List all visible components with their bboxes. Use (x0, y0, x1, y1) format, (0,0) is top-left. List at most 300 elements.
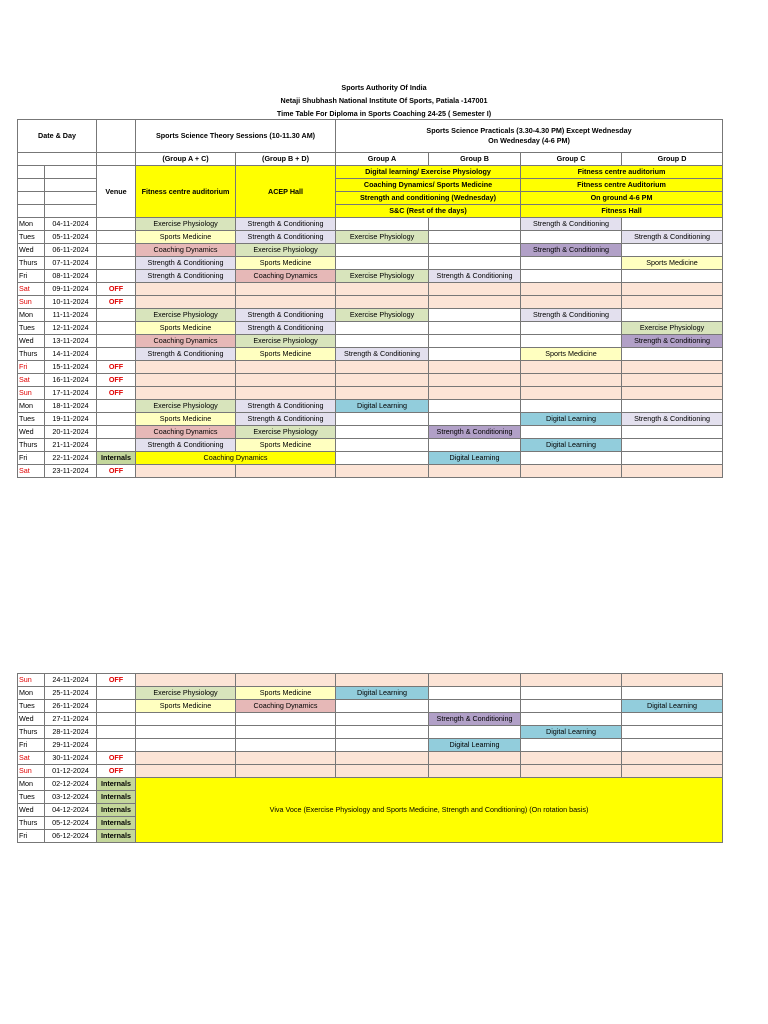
day-cell: Fri (18, 739, 45, 752)
date-cell: 26-11-2024 (45, 700, 97, 713)
practical-cell-group-b (429, 765, 521, 778)
session-cell: Sports Medicine (136, 700, 236, 713)
table-row (18, 348, 723, 361)
session-cell: Strength & Conditioning (236, 231, 336, 244)
note-cell: OFF (97, 296, 136, 309)
practical-cell-group-a (336, 387, 429, 400)
session-cell: Coaching Dynamics (236, 270, 336, 283)
session-cell (236, 739, 336, 752)
session-cell: Sports Medicine (236, 687, 336, 700)
table-row (18, 452, 723, 465)
blank-cell (45, 166, 97, 179)
practical-cell-group-b (429, 309, 521, 322)
day-cell: Tues (18, 322, 45, 335)
date-cell: 05-11-2024 (45, 231, 97, 244)
day-cell: Sun (18, 674, 45, 687)
table-row (18, 283, 723, 296)
group-bd-header: (Group B + D) (236, 153, 336, 166)
session-cell: Sports Medicine (136, 322, 236, 335)
session-cell (236, 674, 336, 687)
session-cell (136, 713, 236, 726)
date-cell: 18-11-2024 (45, 400, 97, 413)
session-cell: Coaching Dynamics (136, 426, 236, 439)
practical-cell-group-d (622, 296, 723, 309)
practical-cell-group-b (429, 296, 521, 309)
practical-cell-group-b: Digital Learning (429, 739, 521, 752)
date-cell: 07-11-2024 (45, 257, 97, 270)
session-cell (236, 296, 336, 309)
venue-cd-4: Fitness Hall (521, 205, 723, 218)
session-cell: Strength & Conditioning (236, 309, 336, 322)
note-cell: Internals (97, 778, 136, 791)
venue-header-blank (97, 120, 136, 153)
day-cell: Tues (18, 413, 45, 426)
day-cell: Mon (18, 218, 45, 231)
session-cell: Coaching Dynamics (236, 700, 336, 713)
note-cell (97, 739, 136, 752)
practical-cell-group-d (622, 726, 723, 739)
date-cell: 29-11-2024 (45, 739, 97, 752)
practical-cell-group-d (622, 752, 723, 765)
practical-cell-group-b (429, 752, 521, 765)
practical-cell-group-c (521, 452, 622, 465)
practicals-header-line2: On Wednesday (4-6 PM) (488, 136, 570, 145)
note-cell (97, 413, 136, 426)
practical-cell-group-c (521, 700, 622, 713)
timetable-part1 (17, 119, 723, 478)
note-cell: OFF (97, 374, 136, 387)
day-cell: Wed (18, 335, 45, 348)
venue-ab-4: S&C (Rest of the days) (336, 205, 521, 218)
practical-cell-group-d (622, 400, 723, 413)
day-cell: Sat (18, 752, 45, 765)
note-cell (97, 322, 136, 335)
date-cell: 04-11-2024 (45, 218, 97, 231)
table-row (18, 700, 723, 713)
day-cell: Tues (18, 791, 45, 804)
practical-cell-group-d (622, 361, 723, 374)
blank-cell (45, 192, 97, 205)
group-c-header: Group C (521, 153, 622, 166)
venue-ab-3: Strength and conditioning (Wednesday) (336, 192, 521, 205)
practical-cell-group-b (429, 439, 521, 452)
day-cell: Sun (18, 296, 45, 309)
practical-cell-group-a (336, 713, 429, 726)
practical-cell-group-b (429, 244, 521, 257)
practical-cell-group-d: Strength & Conditioning (622, 231, 723, 244)
practical-cell-group-d (622, 374, 723, 387)
venue-fitness-auditorium: Fitness centre auditorium (136, 166, 236, 218)
practical-cell-group-d (622, 387, 723, 400)
session-cell (236, 361, 336, 374)
venue-label: Venue (97, 166, 136, 218)
institute-address: Netaji Shubhash National Institute Of Sports, Patiala -147001 (280, 96, 488, 105)
session-cell: Exercise Physiology (136, 309, 236, 322)
note-cell (97, 270, 136, 283)
practical-cell-group-c (521, 674, 622, 687)
practical-cell-group-c (521, 322, 622, 335)
note-cell: OFF (97, 387, 136, 400)
date-cell: 11-11-2024 (45, 309, 97, 322)
day-cell: Fri (18, 270, 45, 283)
practical-cell-group-a (336, 413, 429, 426)
practical-cell-group-c (521, 335, 622, 348)
session-cell (136, 296, 236, 309)
practical-cell-group-c (521, 465, 622, 478)
table-row (18, 439, 723, 452)
session-cell: Exercise Physiology (236, 335, 336, 348)
practical-cell-group-c (521, 687, 622, 700)
practical-cell-group-d (622, 244, 723, 257)
date-cell: 17-11-2024 (45, 387, 97, 400)
session-cell: Strength & Conditioning (136, 439, 236, 452)
practical-cell-group-d: Digital Learning (622, 700, 723, 713)
practical-cell-group-a (336, 439, 429, 452)
practical-cell-group-a (336, 374, 429, 387)
note-cell (97, 348, 136, 361)
session-cell (236, 283, 336, 296)
note-cell (97, 700, 136, 713)
note-cell (97, 687, 136, 700)
date-cell: 15-11-2024 (45, 361, 97, 374)
practical-cell-group-b (429, 348, 521, 361)
day-cell: Sat (18, 465, 45, 478)
practical-cell-group-a: Exercise Physiology (336, 231, 429, 244)
note-cell (97, 257, 136, 270)
practical-cell-group-d: Exercise Physiology (622, 322, 723, 335)
session-cell: Strength & Conditioning (236, 322, 336, 335)
practical-cell-group-b (429, 400, 521, 413)
session-cell (136, 739, 236, 752)
practical-cell-group-b (429, 335, 521, 348)
day-cell: Thurs (18, 348, 45, 361)
blank-cell (18, 205, 45, 218)
practical-cell-group-d (622, 765, 723, 778)
practical-cell-group-c (521, 400, 622, 413)
practical-cell-group-b (429, 322, 521, 335)
date-cell: 13-11-2024 (45, 335, 97, 348)
day-cell: Fri (18, 452, 45, 465)
practical-cell-group-d (622, 687, 723, 700)
venue-acep-hall: ACEP Hall (236, 166, 336, 218)
blank-cell (18, 192, 45, 205)
practicals-header-line1: Sports Science Practicals (3.30-4.30 PM) Except Wednesday (426, 126, 632, 135)
table-row (18, 752, 723, 765)
table-row (18, 218, 723, 231)
session-cell (136, 361, 236, 374)
date-cell: 28-11-2024 (45, 726, 97, 739)
session-cell (136, 465, 236, 478)
day-cell: Sat (18, 374, 45, 387)
note-cell: OFF (97, 674, 136, 687)
practical-cell-group-d (622, 218, 723, 231)
session-cell: Sports Medicine (136, 231, 236, 244)
session-cell (236, 752, 336, 765)
session-cell: Coaching Dynamics (136, 244, 236, 257)
practical-cell-group-b (429, 700, 521, 713)
practical-cell-group-d (622, 465, 723, 478)
practical-cell-group-a (336, 674, 429, 687)
practical-cell-group-c: Strength & Conditioning (521, 244, 622, 257)
practical-cell-group-a (336, 361, 429, 374)
practical-cell-group-c: Digital Learning (521, 726, 622, 739)
blank-cell (18, 179, 45, 192)
practical-cell-group-d (622, 283, 723, 296)
practical-cell-group-b (429, 231, 521, 244)
blank-cell (45, 205, 97, 218)
practical-cell-group-a (336, 244, 429, 257)
blank-cell (18, 153, 97, 166)
date-cell: 21-11-2024 (45, 439, 97, 452)
table-row (18, 387, 723, 400)
practical-cell-group-a (336, 465, 429, 478)
practical-cell-group-b (429, 283, 521, 296)
day-cell: Sat (18, 283, 45, 296)
day-cell: Thurs (18, 439, 45, 452)
date-cell: 19-11-2024 (45, 413, 97, 426)
practical-cell-group-b (429, 387, 521, 400)
practical-cell-group-a (336, 765, 429, 778)
note-cell (97, 309, 136, 322)
practical-cell-group-b (429, 361, 521, 374)
theory-header: Sports Science Theory Sessions (10-11.30 AM) (136, 120, 336, 153)
table-row (18, 400, 723, 413)
practical-cell-group-a (336, 322, 429, 335)
table-row (18, 413, 723, 426)
day-cell: Sun (18, 387, 45, 400)
practical-cell-group-c: Digital Learning (521, 413, 622, 426)
practical-cell-group-a: Exercise Physiology (336, 270, 429, 283)
date-cell: 14-11-2024 (45, 348, 97, 361)
note-cell: Internals (97, 791, 136, 804)
date-cell: 25-11-2024 (45, 687, 97, 700)
practical-cell-group-a: Exercise Physiology (336, 309, 429, 322)
day-cell: Thurs (18, 726, 45, 739)
practical-cell-group-c (521, 426, 622, 439)
date-cell: 10-11-2024 (45, 296, 97, 309)
note-cell: OFF (97, 283, 136, 296)
day-cell: Mon (18, 309, 45, 322)
practical-cell-group-d (622, 270, 723, 283)
session-cell (136, 674, 236, 687)
practical-cell-group-c (521, 296, 622, 309)
practical-cell-group-a (336, 700, 429, 713)
table-row (18, 739, 723, 752)
blank-cell (18, 166, 45, 179)
date-cell: 20-11-2024 (45, 426, 97, 439)
session-cell: Coaching Dynamics (136, 335, 236, 348)
date-cell: 02-12-2024 (45, 778, 97, 791)
table-row (18, 270, 723, 283)
session-cell: Exercise Physiology (236, 244, 336, 257)
note-cell: OFF (97, 752, 136, 765)
timetable-part2 (17, 673, 723, 843)
blank-cell (45, 179, 97, 192)
note-cell: OFF (97, 361, 136, 374)
date-cell: 16-11-2024 (45, 374, 97, 387)
practical-cell-group-c: Digital Learning (521, 439, 622, 452)
practical-cell-group-c (521, 739, 622, 752)
session-cell: Exercise Physiology (136, 400, 236, 413)
session-cell: Strength & Conditioning (236, 413, 336, 426)
table-row (18, 374, 723, 387)
practical-cell-group-c (521, 765, 622, 778)
venue-cd-1: Fitness centre auditorium (521, 166, 723, 179)
practical-cell-group-c (521, 387, 622, 400)
practical-cell-group-b: Strength & Conditioning (429, 426, 521, 439)
session-cell (236, 726, 336, 739)
session-cell: Sports Medicine (136, 413, 236, 426)
practical-cell-group-a (336, 752, 429, 765)
blank-cell (97, 153, 136, 166)
session-cell: Exercise Physiology (136, 687, 236, 700)
table-row (18, 426, 723, 439)
venue-ab-2: Coaching Dynamics/ Sports Medicine (336, 179, 521, 192)
practical-cell-group-d (622, 674, 723, 687)
date-cell: 04-12-2024 (45, 804, 97, 817)
day-cell: Wed (18, 713, 45, 726)
day-cell: Mon (18, 687, 45, 700)
practical-cell-group-a (336, 257, 429, 270)
group-a-header: Group A (336, 153, 429, 166)
session-cell (236, 765, 336, 778)
practical-cell-group-a (336, 739, 429, 752)
practical-cell-group-d (622, 452, 723, 465)
day-cell: Wed (18, 244, 45, 257)
practical-cell-group-d: Strength & Conditioning (622, 413, 723, 426)
practical-cell-group-b: Digital Learning (429, 452, 521, 465)
table-row (18, 687, 723, 700)
practical-cell-group-d (622, 426, 723, 439)
date-cell: 06-12-2024 (45, 830, 97, 843)
practical-cell-group-a (336, 335, 429, 348)
session-cell: Sports Medicine (236, 439, 336, 452)
session-cell: Sports Medicine (236, 257, 336, 270)
practical-cell-group-b (429, 465, 521, 478)
session-cell: Strength & Conditioning (136, 257, 236, 270)
practical-cell-group-d (622, 348, 723, 361)
day-cell: Sun (18, 765, 45, 778)
viva-voce-cell: Viva Voce (Exercise Physiology and Sports Medicine, Strength and Conditioning) (On rotation basis) (136, 778, 723, 843)
date-cell: 01-12-2024 (45, 765, 97, 778)
table-row (18, 674, 723, 687)
session-cell: Strength & Conditioning (236, 400, 336, 413)
note-cell: OFF (97, 465, 136, 478)
practical-cell-group-b (429, 374, 521, 387)
note-cell (97, 400, 136, 413)
session-cell (136, 374, 236, 387)
table-row (18, 322, 723, 335)
note-cell: OFF (97, 765, 136, 778)
table-row (18, 765, 723, 778)
practical-cell-group-d (622, 739, 723, 752)
practicals-header (336, 120, 723, 153)
table-row (18, 257, 723, 270)
practical-cell-group-c: Strength & Conditioning (521, 218, 622, 231)
day-cell: Wed (18, 426, 45, 439)
group-ac-header: (Group A + C) (136, 153, 236, 166)
session-cell (136, 283, 236, 296)
date-cell: 09-11-2024 (45, 283, 97, 296)
note-cell (97, 426, 136, 439)
practical-cell-group-b (429, 726, 521, 739)
practical-cell-group-c (521, 257, 622, 270)
practical-cell-group-b: Strength & Conditioning (429, 713, 521, 726)
session-cell: Coaching Dynamics (136, 452, 336, 465)
date-cell: 22-11-2024 (45, 452, 97, 465)
table-row (18, 244, 723, 257)
session-cell (136, 765, 236, 778)
day-cell: Tues (18, 231, 45, 244)
note-cell: Internals (97, 804, 136, 817)
table-row (18, 361, 723, 374)
session-cell: Exercise Physiology (236, 426, 336, 439)
practical-cell-group-a: Digital Learning (336, 687, 429, 700)
session-cell: Strength & Conditioning (136, 348, 236, 361)
session-cell (136, 752, 236, 765)
session-cell (236, 465, 336, 478)
practical-cell-group-b (429, 257, 521, 270)
practical-cell-group-c: Sports Medicine (521, 348, 622, 361)
session-cell: Strength & Conditioning (236, 218, 336, 231)
date-cell: 05-12-2024 (45, 817, 97, 830)
table-row (18, 713, 723, 726)
practical-cell-group-a (336, 283, 429, 296)
day-cell: Mon (18, 400, 45, 413)
practical-cell-group-b (429, 218, 521, 231)
date-cell: 24-11-2024 (45, 674, 97, 687)
session-cell (136, 387, 236, 400)
practical-cell-group-a (336, 296, 429, 309)
table-row (18, 296, 723, 309)
practical-cell-group-a (336, 726, 429, 739)
practical-cell-group-c (521, 361, 622, 374)
note-cell (97, 244, 136, 257)
day-cell: Fri (18, 361, 45, 374)
table-row (18, 726, 723, 739)
session-cell: Exercise Physiology (136, 218, 236, 231)
institution-name: Sports Authority Of India (341, 83, 427, 92)
practical-cell-group-b (429, 413, 521, 426)
timetable-title: Time Table For Diploma in Sports Coaching 24-25 ( Semester I) (276, 109, 492, 118)
note-cell (97, 335, 136, 348)
practical-cell-group-a: Digital Learning (336, 400, 429, 413)
practical-cell-group-d (622, 439, 723, 452)
date-cell: 06-11-2024 (45, 244, 97, 257)
practical-cell-group-c: Strength & Conditioning (521, 309, 622, 322)
practical-cell-group-d: Strength & Conditioning (622, 335, 723, 348)
session-cell (236, 374, 336, 387)
note-cell (97, 231, 136, 244)
practical-cell-group-a (336, 426, 429, 439)
day-cell: Fri (18, 830, 45, 843)
practical-cell-group-a (336, 452, 429, 465)
practical-cell-group-c (521, 713, 622, 726)
note-cell (97, 439, 136, 452)
note-cell: Internals (97, 830, 136, 843)
practical-cell-group-b: Strength & Conditioning (429, 270, 521, 283)
date-day-header: Date & Day (18, 120, 97, 153)
day-cell: Tues (18, 700, 45, 713)
group-d-header: Group D (622, 153, 723, 166)
day-cell: Mon (18, 778, 45, 791)
table-row (18, 231, 723, 244)
date-cell: 27-11-2024 (45, 713, 97, 726)
session-cell: Strength & Conditioning (136, 270, 236, 283)
practical-cell-group-c (521, 374, 622, 387)
practical-cell-group-d (622, 309, 723, 322)
table-row (18, 465, 723, 478)
